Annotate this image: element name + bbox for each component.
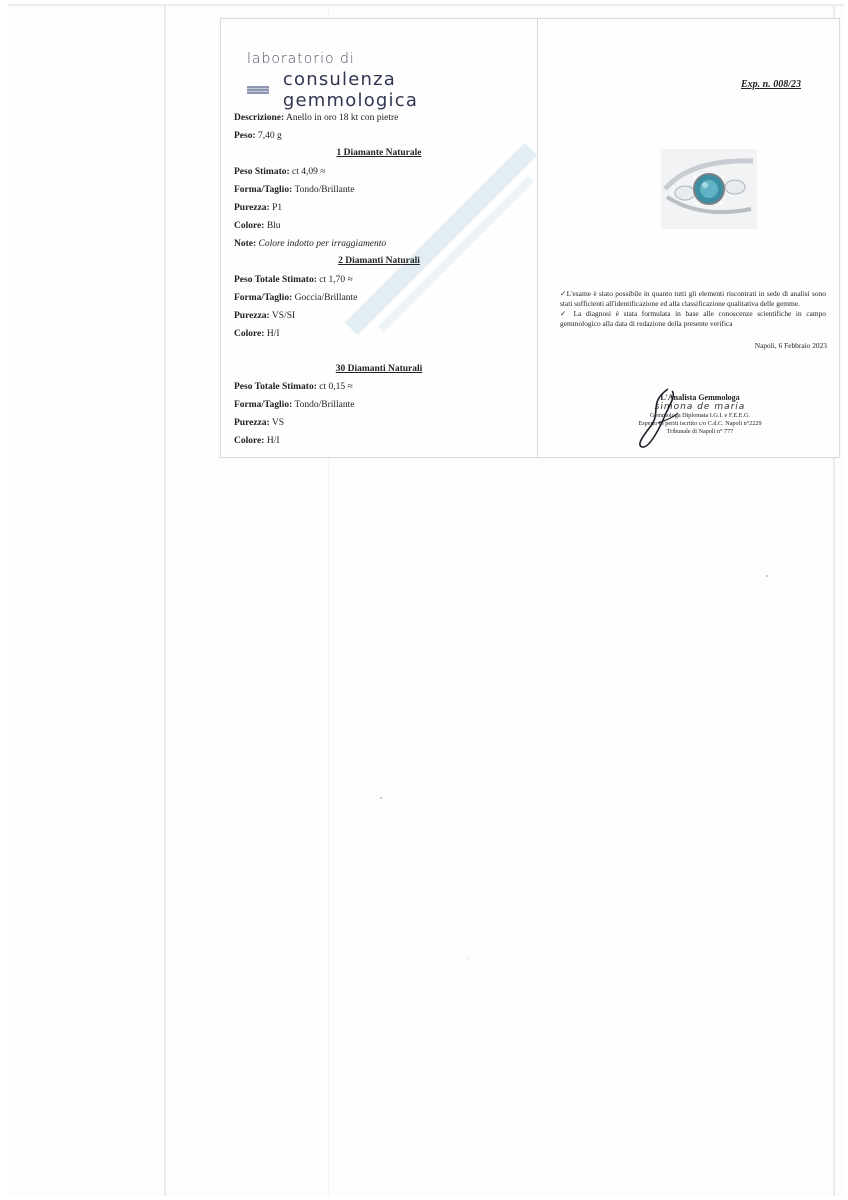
field-value: Tondo/Brillante xyxy=(294,185,355,195)
weight-field xyxy=(234,131,282,141)
field-row xyxy=(234,400,354,410)
field-label: Peso Stimato: xyxy=(234,167,290,177)
field-label: Purezza: xyxy=(234,203,270,213)
speck xyxy=(380,797,382,799)
logo-bottom-row xyxy=(247,69,537,111)
field-value: VS xyxy=(271,418,285,428)
field-row xyxy=(234,203,282,213)
gem-certificate xyxy=(220,18,840,458)
field-label: Forma/Taglio: xyxy=(234,400,293,410)
signature-title: L'Analista Gemmologa xyxy=(660,393,740,402)
speck xyxy=(468,958,469,959)
field-value: Goccia/Brillante xyxy=(294,293,358,303)
signature-credential-2: Esperto in periti iscritto c/o C.d.C. Napoli n°2229 xyxy=(638,420,762,427)
certificate-right-panel xyxy=(538,19,839,457)
logo-bar-icon xyxy=(247,86,269,94)
field-value: Colore indotto per irraggiamento xyxy=(258,239,387,249)
signature-credential-3: Tribunale di Napoli n° 777 xyxy=(666,428,734,435)
field-row xyxy=(234,329,279,339)
field-row xyxy=(234,239,386,249)
ring-photo-icon xyxy=(661,149,757,229)
signature-credential-1: Gemmologa Diplomata I.G.I. e F.E.E.G. xyxy=(649,412,751,419)
declaration-1: ✓L'esame è stato possibile in quanto tutti gli elementi riscontrati in sede di analisi sono stati sufficienti all'identificazione ed alla classificazione qualitativa delle gemme. xyxy=(560,289,826,308)
description-label: Descrizione: xyxy=(234,113,285,123)
section-title: 30 Diamanti Naturali xyxy=(335,364,423,374)
field-label: Peso Totale Stimato: xyxy=(234,275,317,285)
logo-main-line: consulenza gemmologica xyxy=(282,69,419,111)
field-label: Purezza: xyxy=(234,311,270,321)
field-row xyxy=(234,311,295,321)
description-field xyxy=(234,113,398,123)
field-label: Colore: xyxy=(234,436,265,446)
field-label: Forma/Taglio: xyxy=(234,185,293,195)
speck xyxy=(766,575,768,577)
scan-shadow-left xyxy=(164,4,166,1196)
field-label: Colore: xyxy=(234,329,265,339)
section-title: 1 Diamante Naturale xyxy=(336,148,422,158)
scan-shadow-top xyxy=(8,4,844,6)
field-value: H/I xyxy=(266,436,280,446)
field-label: Peso Totale Stimato: xyxy=(234,382,317,392)
description-value: Anello in oro 18 kt con pietre xyxy=(285,113,399,123)
exp-number: Exp. n. 008/23 xyxy=(740,79,801,90)
field-row xyxy=(234,167,326,177)
declaration-2: ✓ La diagnosi è stata formulata in base alle conoscenze scientifiche in campo gemmologico alla data di redazione della presente verifica xyxy=(560,309,826,328)
field-row xyxy=(234,221,281,231)
logo-top-line: laboratorio di xyxy=(247,51,355,67)
field-row xyxy=(234,436,279,446)
signature-name: simona de maria xyxy=(654,402,746,412)
field-row xyxy=(234,293,357,303)
field-value: Blu xyxy=(266,221,281,231)
field-value: P1 xyxy=(272,203,283,213)
field-value: ct 1,70 ≈ xyxy=(319,275,353,285)
lab-logo xyxy=(247,51,537,111)
field-row xyxy=(234,418,284,428)
field-label: Forma/Taglio: xyxy=(234,293,293,303)
handwritten-signature-icon xyxy=(628,383,698,453)
field-value: VS/SI xyxy=(271,311,296,321)
ring-photo xyxy=(661,149,757,229)
field-row xyxy=(234,382,353,392)
field-value: Tondo/Brillante xyxy=(294,400,355,410)
field-row xyxy=(234,185,354,195)
field-label: Note: xyxy=(234,239,257,249)
field-value: ct 4,09 ≈ xyxy=(292,167,326,177)
certificate-left-panel xyxy=(221,19,537,457)
field-value: H/I xyxy=(266,329,280,339)
field-label: Purezza: xyxy=(234,418,270,428)
weight-value: 7,40 g xyxy=(258,131,282,141)
declarations xyxy=(560,289,826,329)
field-value: ct 0,15 ≈ xyxy=(319,382,353,392)
field-label: Colore: xyxy=(234,221,265,231)
place-date: Napoli, 6 Febbraio 2023 xyxy=(754,341,827,350)
section-title: 2 Diamanti Naturali xyxy=(338,256,420,266)
field-row xyxy=(234,275,353,285)
weight-label: Peso: xyxy=(234,131,256,141)
